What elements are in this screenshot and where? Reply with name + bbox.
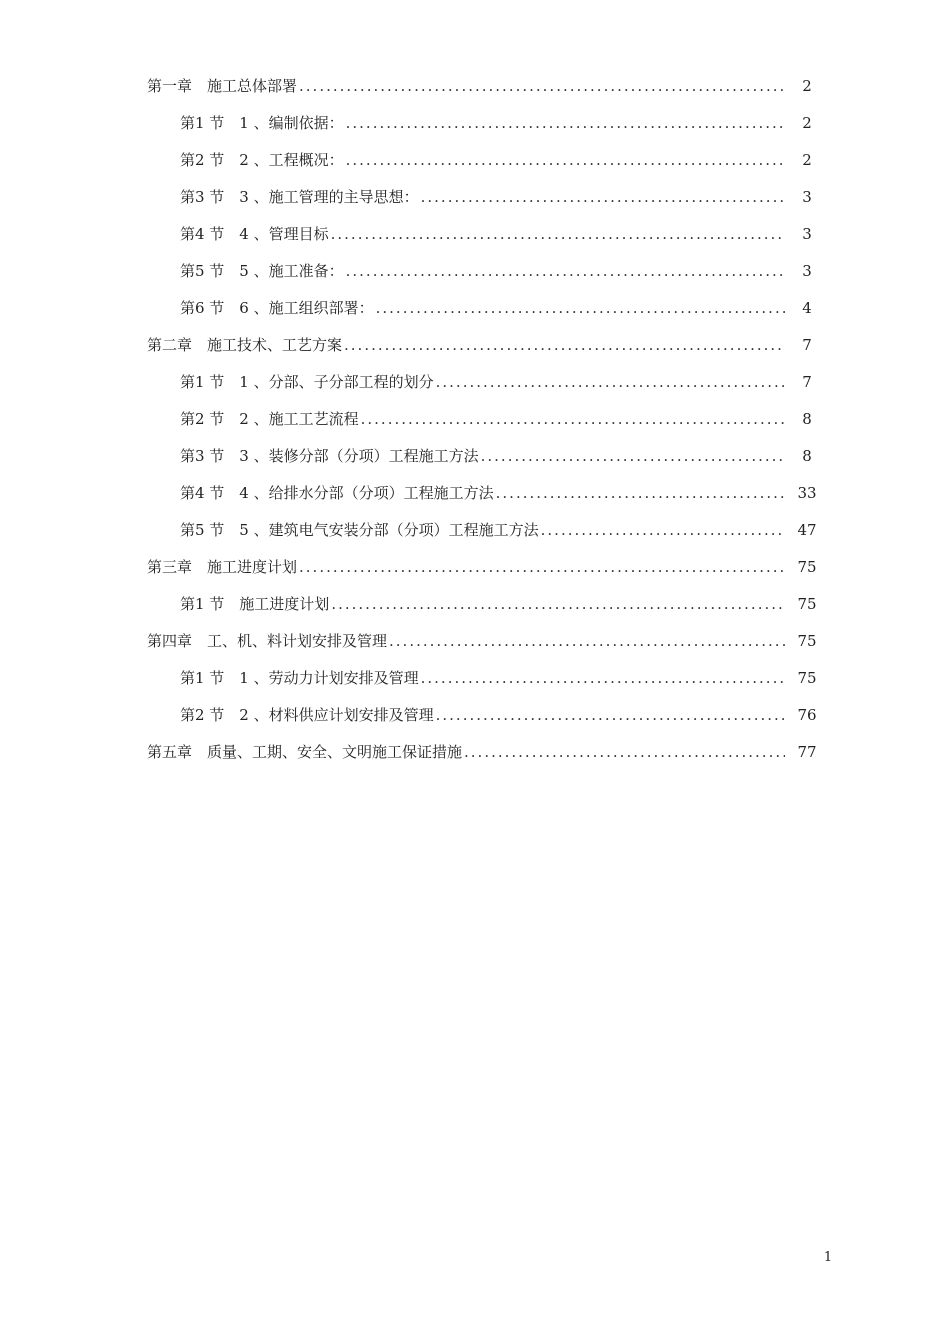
toc-section-entry[interactable] <box>147 438 827 475</box>
toc-chapter-entry[interactable] <box>147 327 827 364</box>
toc-section-entry[interactable] <box>147 290 827 327</box>
toc-entry-label: 第3 节 3 、施工管理的主导思想： <box>180 188 419 206</box>
toc-entry-page: 75 <box>797 632 817 650</box>
toc-dot-leader <box>346 253 785 290</box>
toc-entry-page: 4 <box>802 299 812 317</box>
toc-section-entry[interactable] <box>147 512 827 549</box>
toc-dot-leader <box>376 290 785 327</box>
toc-entry-label: 第一章 施工总体部署 <box>147 77 298 95</box>
toc-entry-label: 第3 节 3 、装修分部（分项）工程施工方法 <box>180 447 479 465</box>
toc-entry-page: 2 <box>802 77 812 95</box>
toc-chapter-entry[interactable] <box>147 623 827 660</box>
table-of-contents <box>147 68 827 771</box>
toc-dot-leader <box>299 68 785 105</box>
toc-entry-page: 2 <box>802 114 812 132</box>
toc-entry-label: 第1 节 1 、编制依据： <box>180 114 344 132</box>
toc-entry-page: 76 <box>797 706 817 724</box>
toc-entry-label: 第4 节 4 、给排水分部（分项）工程施工方法 <box>180 484 494 502</box>
toc-entry-label: 第1 节 施工进度计划 <box>180 595 330 613</box>
toc-section-entry[interactable] <box>147 179 827 216</box>
toc-entry-page: 7 <box>802 373 812 391</box>
toc-entry-page: 3 <box>802 225 812 243</box>
toc-section-entry[interactable] <box>147 253 827 290</box>
toc-entry-page: 8 <box>802 447 812 465</box>
toc-dot-leader <box>331 586 785 623</box>
toc-entry-page: 3 <box>802 262 812 280</box>
toc-entry-label: 第四章 工、机、料计划安排及管理 <box>147 632 388 650</box>
toc-dot-leader <box>464 734 785 771</box>
toc-entry-page: 77 <box>797 743 817 761</box>
toc-entry-page: 7 <box>802 336 812 354</box>
toc-dot-leader <box>389 623 785 660</box>
toc-section-entry[interactable] <box>147 142 827 179</box>
toc-entry-page: 2 <box>802 151 812 169</box>
toc-entry-label: 第6 节 6 、施工组织部署： <box>180 299 374 317</box>
toc-dot-leader <box>421 660 785 697</box>
toc-dot-leader <box>344 327 785 364</box>
toc-dot-leader <box>331 216 785 253</box>
toc-entry-page: 75 <box>797 595 817 613</box>
toc-entry-label: 第1 节 1 、劳动力计划安排及管理 <box>180 669 419 687</box>
toc-entry-page: 75 <box>797 669 817 687</box>
toc-dot-leader <box>346 105 785 142</box>
toc-section-entry[interactable] <box>147 105 827 142</box>
toc-entry-label: 第二章 施工技术、工艺方案 <box>147 336 343 354</box>
toc-entry-label: 第2 节 2 、材料供应计划安排及管理 <box>180 706 434 724</box>
toc-dot-leader <box>299 549 785 586</box>
toc-section-entry[interactable] <box>147 216 827 253</box>
toc-section-entry[interactable] <box>147 364 827 401</box>
toc-entry-label: 第2 节 2 、施工工艺流程 <box>180 410 359 428</box>
toc-section-entry[interactable] <box>147 586 827 623</box>
toc-dot-leader <box>361 401 785 438</box>
toc-entry-label: 第五章 质量、工期、安全、文明施工保证措施 <box>147 743 463 761</box>
toc-entry-page: 33 <box>797 484 817 502</box>
toc-dot-leader <box>541 512 785 549</box>
toc-section-entry[interactable] <box>147 475 827 512</box>
toc-chapter-entry[interactable] <box>147 549 827 586</box>
toc-entry-label: 第5 节 5 、建筑电气安装分部（分项）工程施工方法 <box>180 521 539 539</box>
toc-entry-page: 8 <box>802 410 812 428</box>
toc-dot-leader <box>436 364 785 401</box>
toc-entry-page: 75 <box>797 558 817 576</box>
page-number: 1 <box>823 1250 833 1265</box>
toc-chapter-entry[interactable] <box>147 68 827 105</box>
toc-dot-leader <box>496 475 785 512</box>
toc-dot-leader <box>346 142 785 179</box>
toc-entry-label: 第1 节 1 、分部、子分部工程的划分 <box>180 373 434 391</box>
toc-chapter-entry[interactable] <box>147 734 827 771</box>
toc-dot-leader <box>481 438 785 475</box>
toc-section-entry[interactable] <box>147 660 827 697</box>
toc-dot-leader <box>436 697 785 734</box>
toc-entry-label: 第4 节 4 、管理目标 <box>180 225 329 243</box>
toc-dot-leader <box>421 179 785 216</box>
toc-section-entry[interactable] <box>147 697 827 734</box>
toc-entry-label: 第5 节 5 、施工准备： <box>180 262 344 280</box>
toc-entry-label: 第三章 施工进度计划 <box>147 558 298 576</box>
toc-entry-page: 47 <box>797 521 817 539</box>
toc-entry-page: 3 <box>802 188 812 206</box>
toc-entry-label: 第2 节 2 、工程概况： <box>180 151 344 169</box>
toc-section-entry[interactable] <box>147 401 827 438</box>
